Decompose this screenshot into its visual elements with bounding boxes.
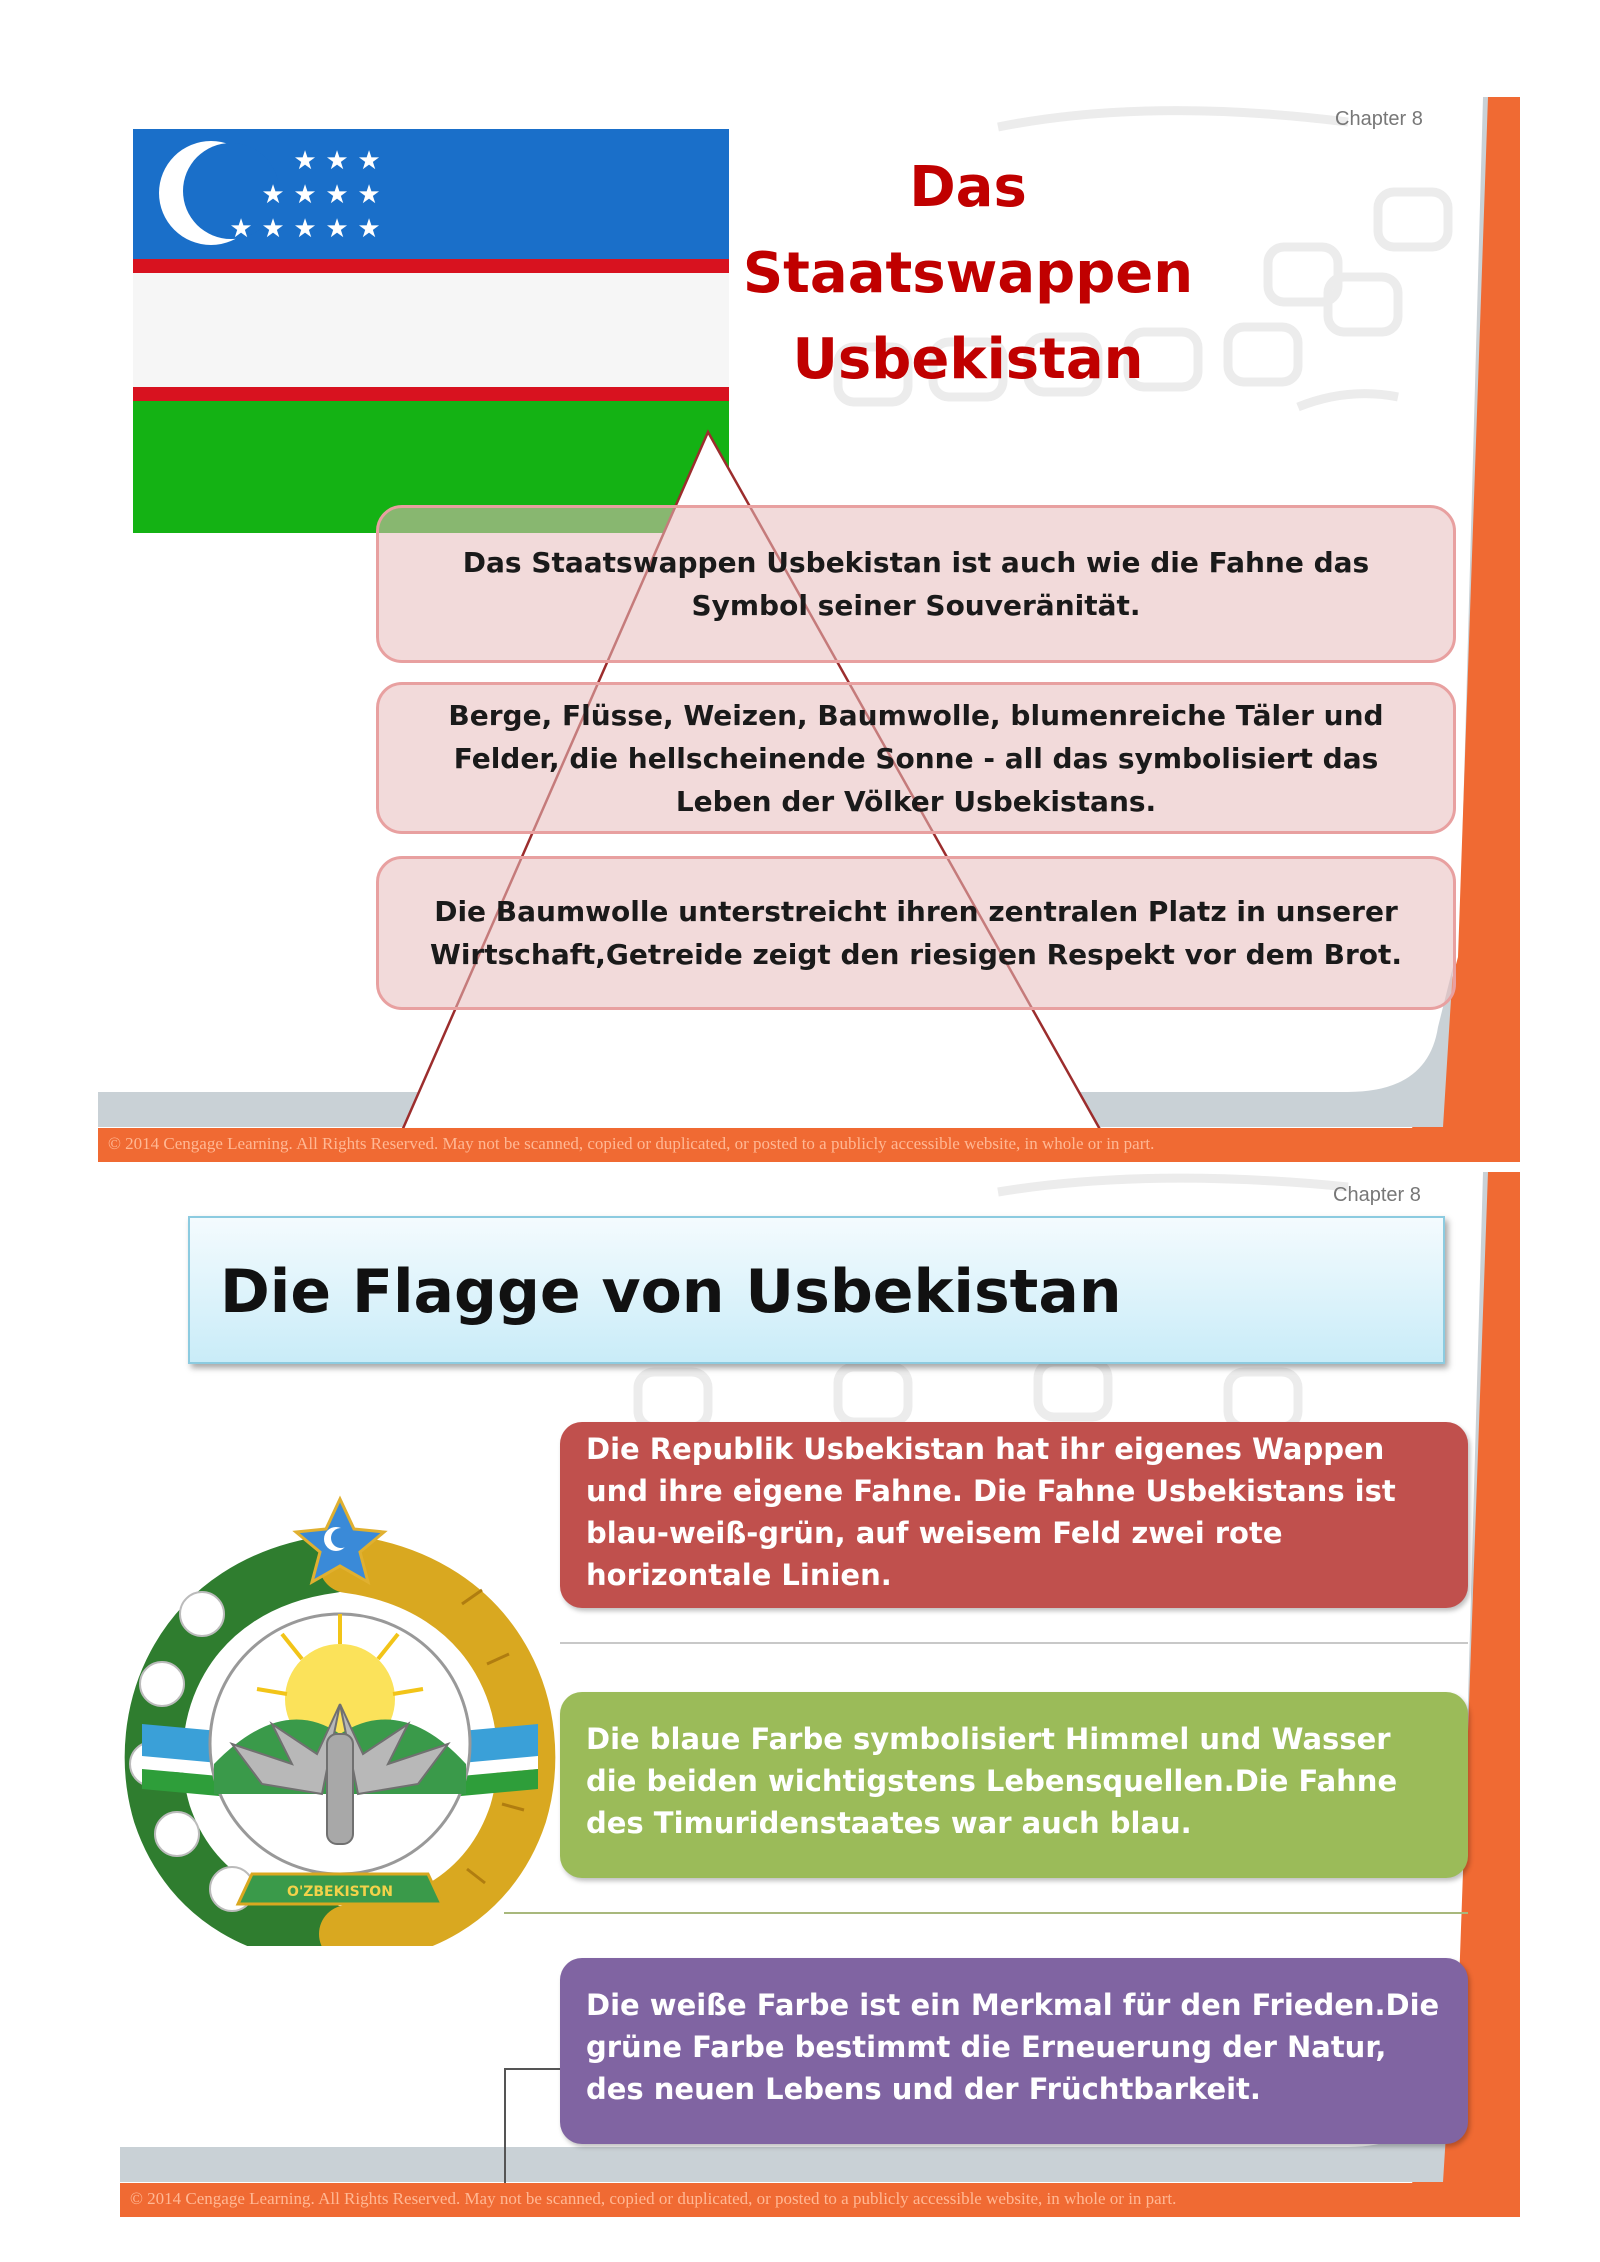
info-box-republic: Die Republik Usbekistan hat ihr eigenes Wappen und ihre eigene Fahne. Die Fahne Usbekistans ist blau-weiß-grün, auf weisem Feld zwei rote horizontale Linien. [560, 1422, 1468, 1608]
svg-text:★: ★ [357, 146, 381, 176]
connector-line [504, 1912, 1468, 1914]
info-box-blue: Die blaue Farbe symbolisiert Himmel und Wasser die beiden wichtigstens Lebensquellen.Die Fahne des Timuridenstaates war auch blau. [560, 1692, 1468, 1878]
svg-text:★: ★ [261, 180, 285, 210]
svg-text:★: ★ [357, 214, 381, 244]
connector-line [504, 2068, 560, 2070]
svg-text:★: ★ [325, 214, 349, 244]
svg-text:★: ★ [293, 214, 317, 244]
info-box-sovereignty: Das Staatswappen Usbekistan ist auch wie die Fahne das Symbol seiner Souveränität. [376, 505, 1456, 663]
chapter-label: Chapter 8 [1333, 1184, 1421, 1206]
svg-text:★: ★ [293, 180, 317, 210]
info-box-white-green: Die weiße Farbe ist ein Merkmal für den Frieden.Die grüne Farbe bestimmt die Erneuerung der Natur, des neuen Lebens und der Früchtbarkeit. [560, 1958, 1468, 2144]
svg-text:★: ★ [325, 146, 349, 176]
svg-text:★: ★ [357, 180, 381, 210]
slide-coat-of-arms [98, 97, 1520, 1162]
chapter-label: Chapter 8 [1335, 108, 1423, 130]
uzbekistan-coat-of-arms-icon [122, 1494, 558, 1946]
slide-title: Die Flagge von Usbekistan [220, 1257, 1122, 1327]
svg-text:★: ★ [261, 214, 285, 244]
svg-text:★: ★ [325, 180, 349, 210]
svg-text:★: ★ [229, 214, 253, 244]
copyright-footer: © 2014 Cengage Learning. All Rights Reserved. May not be scanned, copied or duplicated, or posted to a publicly accessible website, in whole or in part. [130, 2189, 1177, 2208]
footer-bar [98, 1128, 1520, 1162]
info-box-cotton-grain: Die Baumwolle unterstreicht ihren zentralen Platz in unserer Wirtschaft,Getreide zeigt den riesigen Respekt vor dem Brot. [376, 856, 1456, 1010]
slide-title [708, 145, 1228, 403]
connector-line [560, 1642, 1468, 1644]
title-banner [188, 1216, 1445, 1364]
info-box-symbols: Berge, Flüsse, Weizen, Baumwolle, blumenreiche Täler und Felder, die hellscheinende Sonne - all das symbolisiert das Leben der Völker Usbekistans. [376, 682, 1456, 834]
svg-text:★: ★ [293, 146, 317, 176]
emblem-banner-text: O'ZBEKISTON [287, 1884, 393, 1900]
copyright-footer: © 2014 Cengage Learning. All Rights Reserved. May not be scanned, copied or duplicated, or posted to a publicly accessible website, in whole or in part. [108, 1134, 1155, 1153]
title-line-2: Usbekistan [792, 327, 1144, 392]
footer-bar [120, 2183, 1520, 2217]
slide-flag [98, 1172, 1520, 2217]
title-line-1: Das Staatswappen [742, 155, 1194, 306]
